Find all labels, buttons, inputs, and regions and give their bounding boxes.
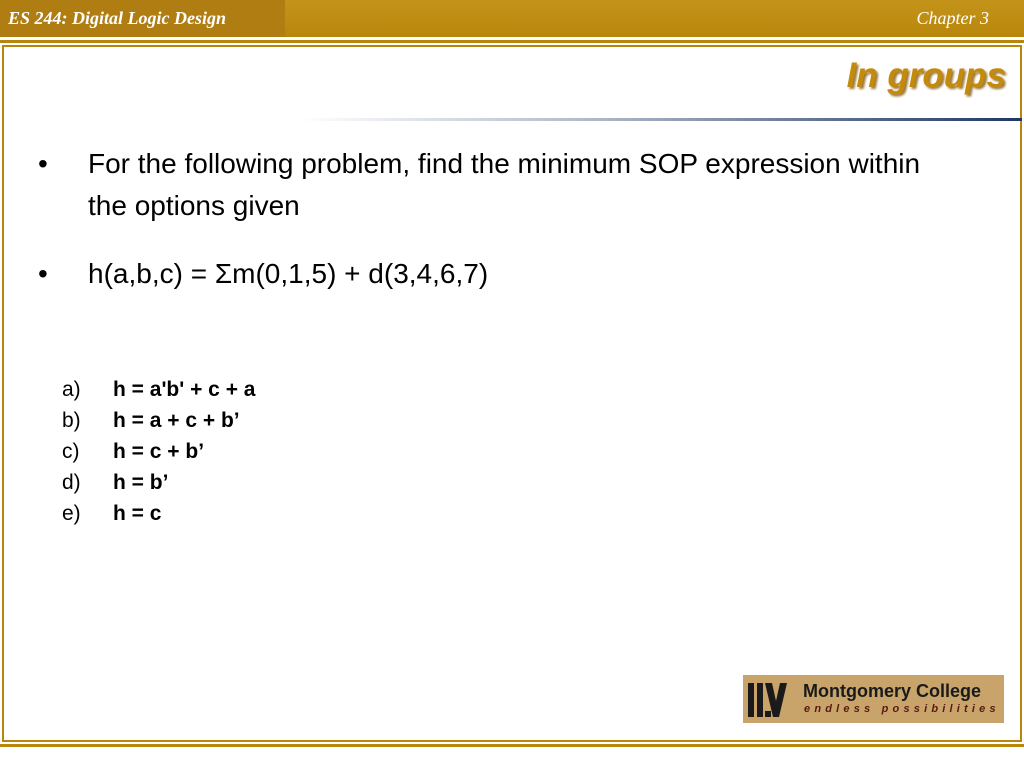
header-divider <box>0 40 1024 43</box>
bullet-text: For the following problem, find the minimum SOP expression within the options given <box>88 148 921 221</box>
bullet-marker: • <box>38 148 48 179</box>
option-c <box>62 436 255 467</box>
chapter-label: Chapter 3 <box>916 8 989 28</box>
bottom-divider <box>0 744 1024 747</box>
option-a <box>62 374 255 405</box>
option-d <box>62 467 255 498</box>
bullet-item <box>38 253 938 295</box>
title-underline <box>300 118 1022 121</box>
bullet-text: h(a,b,c) = Σm(0,1,5) + d(3,4,6,7) <box>88 258 489 289</box>
answer-options <box>62 374 255 529</box>
bullet-list <box>38 143 938 321</box>
option-b <box>62 405 255 436</box>
option-e <box>62 498 255 529</box>
option-letter: a) <box>62 378 81 401</box>
bullet-item <box>38 143 938 227</box>
option-text: h = a + c + b’ <box>113 409 240 432</box>
option-letter: e) <box>62 502 81 525</box>
course-title: ES 244: Digital Logic Design <box>8 8 227 28</box>
bullet-marker: • <box>38 258 48 289</box>
college-name: Montgomery College <box>803 681 982 701</box>
college-tagline: endless possibilities <box>804 703 1000 715</box>
option-text: h = b’ <box>113 471 169 494</box>
option-letter: b) <box>62 409 81 432</box>
option-letter: d) <box>62 471 81 494</box>
slide-title: In groups <box>846 56 1006 95</box>
option-text: h = a'b' + c + a <box>113 378 256 401</box>
option-text: h = c + b’ <box>113 440 205 463</box>
option-text: h = c <box>113 502 162 525</box>
college-logo-mark-icon <box>748 683 788 717</box>
header-bar <box>0 0 1024 37</box>
college-logo <box>743 675 1004 723</box>
option-letter: c) <box>62 440 80 463</box>
